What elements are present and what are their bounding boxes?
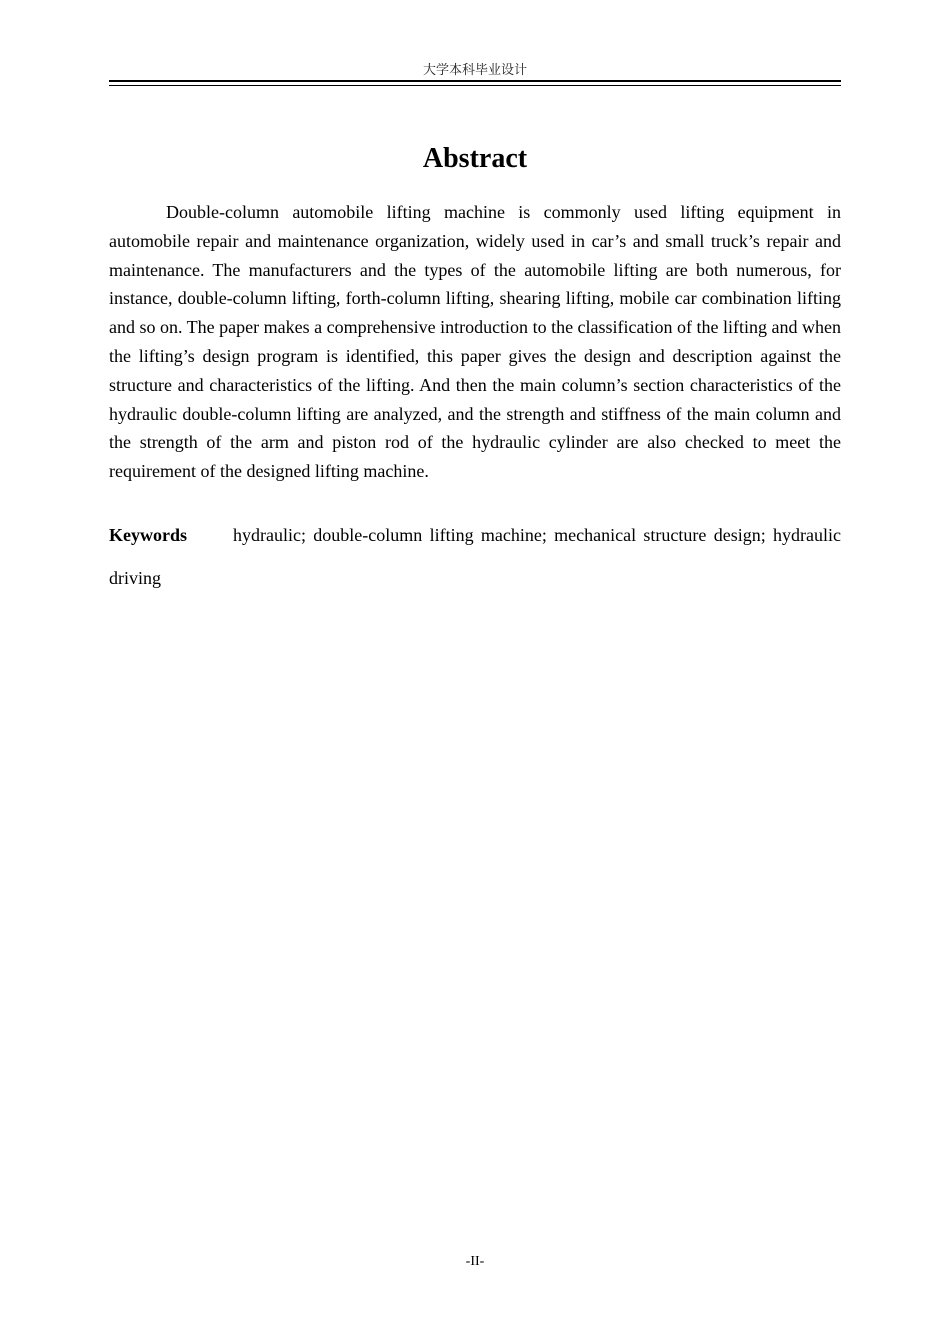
header-rule-thin (109, 85, 841, 86)
abstract-body: Double-column automobile lifting machine is commonly used lifting equipment in automobile repair and maintenance organization, widely used in car’s and small truck’s repair and maintenance. The manufacturers and the types of the automobile lifting are both numerous, for instance, double-column lifting, forth-column lifting, shearing lifting, mobile car combination lifting and so on. The paper makes a comprehensive introduction to the classification of the lifting and when the lifting’s design program is identified, this paper gives the design and description against the structure and characteristics of the lifting. And then the main column’s section characteristics of the hydraulic double-column lifting are analyzed, and the strength and stiffness of the main column and the strength of the arm and piston rod of the hydraulic cylinder are also checked to meet the requirement of the designed lifting machine. (109, 202, 841, 482)
page-number: -II- (465, 1254, 485, 1269)
abstract-title: Abstract (422, 143, 528, 174)
header-rule-thick (109, 80, 841, 82)
page-header: 大学本科毕业设计 (422, 63, 527, 78)
keywords-text: hydraulic; double-column lifting machine; mechanical structure design; hydraulic driving (109, 525, 841, 588)
keywords-paragraph (109, 514, 841, 600)
keywords-label: Keywords (109, 525, 187, 545)
